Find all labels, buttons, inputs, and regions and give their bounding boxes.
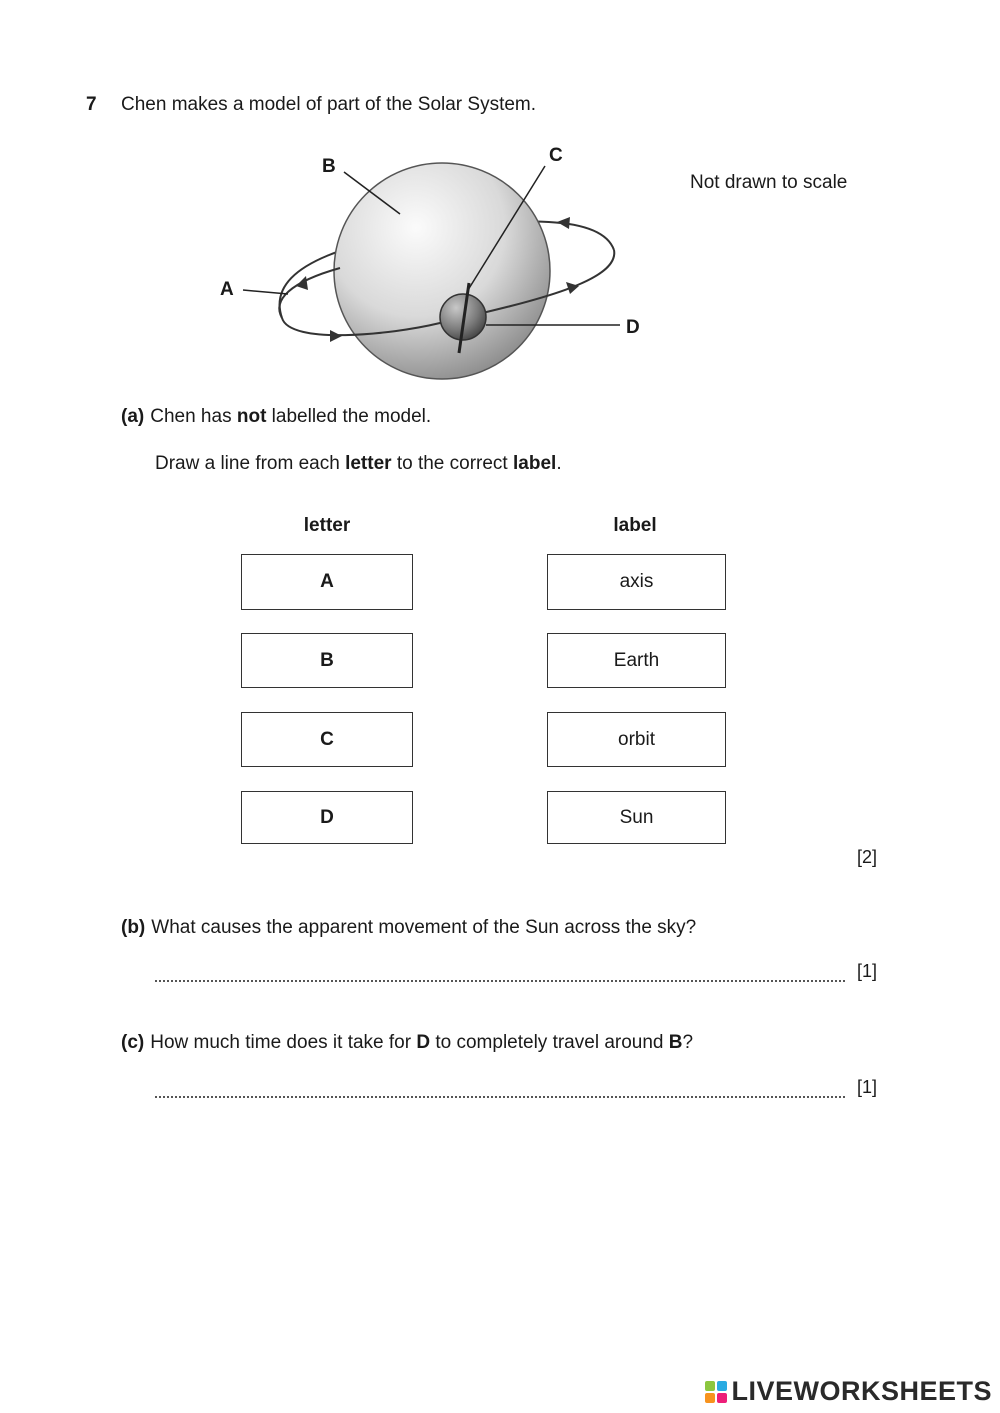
sphere-b [334,163,550,379]
diagram-label-d: D [626,317,640,338]
orbit-left [279,268,340,318]
letter-box-a[interactable]: A [241,554,413,610]
part-b-question: (b) What causes the apparent movement of the Sun across the sky? [121,917,697,938]
part-a-label: (a) [121,406,145,427]
part-a-marks: [2] [857,847,878,867]
label-box-axis[interactable]: axis [547,554,726,610]
diagram-label-c: C [549,145,563,166]
part-b-answer-line[interactable] [155,980,845,982]
part-a-line2: Draw a line from each letter to the correct label. [155,453,562,474]
orbit-arrow-top [557,217,570,229]
letter-box-b[interactable]: B [241,633,413,688]
part-b-label: (b) [121,917,146,938]
question-text: Chen makes a model of part of the Solar System. [121,94,537,115]
label-box-sun[interactable]: Sun [547,791,726,844]
letter-box-c[interactable]: C [241,712,413,767]
question-number: 7 [86,94,97,115]
diagram-label-a: A [220,279,234,300]
part-c-label: (c) [121,1032,145,1053]
orbit-arrow-front-left [330,330,342,342]
orbit-arrow-left [296,276,308,290]
diagram-label-b: B [322,156,336,177]
part-a-line1: (a) Chen has not labelled the model. [121,406,432,427]
part-c-answer-line[interactable] [155,1096,845,1098]
part-b-marks: [1] [857,961,878,981]
part-c-question: (c) How much time does it take for D to completely travel around B? [121,1032,694,1053]
label-box-orbit[interactable]: orbit [547,712,726,767]
solar-system-diagram [0,0,1000,400]
liveworksheets-icon [705,1381,727,1403]
part-c-marks: [1] [857,1077,878,1097]
label-box-earth[interactable]: Earth [547,633,726,688]
liveworksheets-logo [705,1376,992,1407]
scale-note: Not drawn to scale [690,172,848,193]
letter-column-header: letter [303,515,351,536]
brand-text: LIVEWORKSHEETS [731,1376,992,1406]
letter-box-d[interactable]: D [241,791,413,844]
label-column-header: label [613,515,657,536]
